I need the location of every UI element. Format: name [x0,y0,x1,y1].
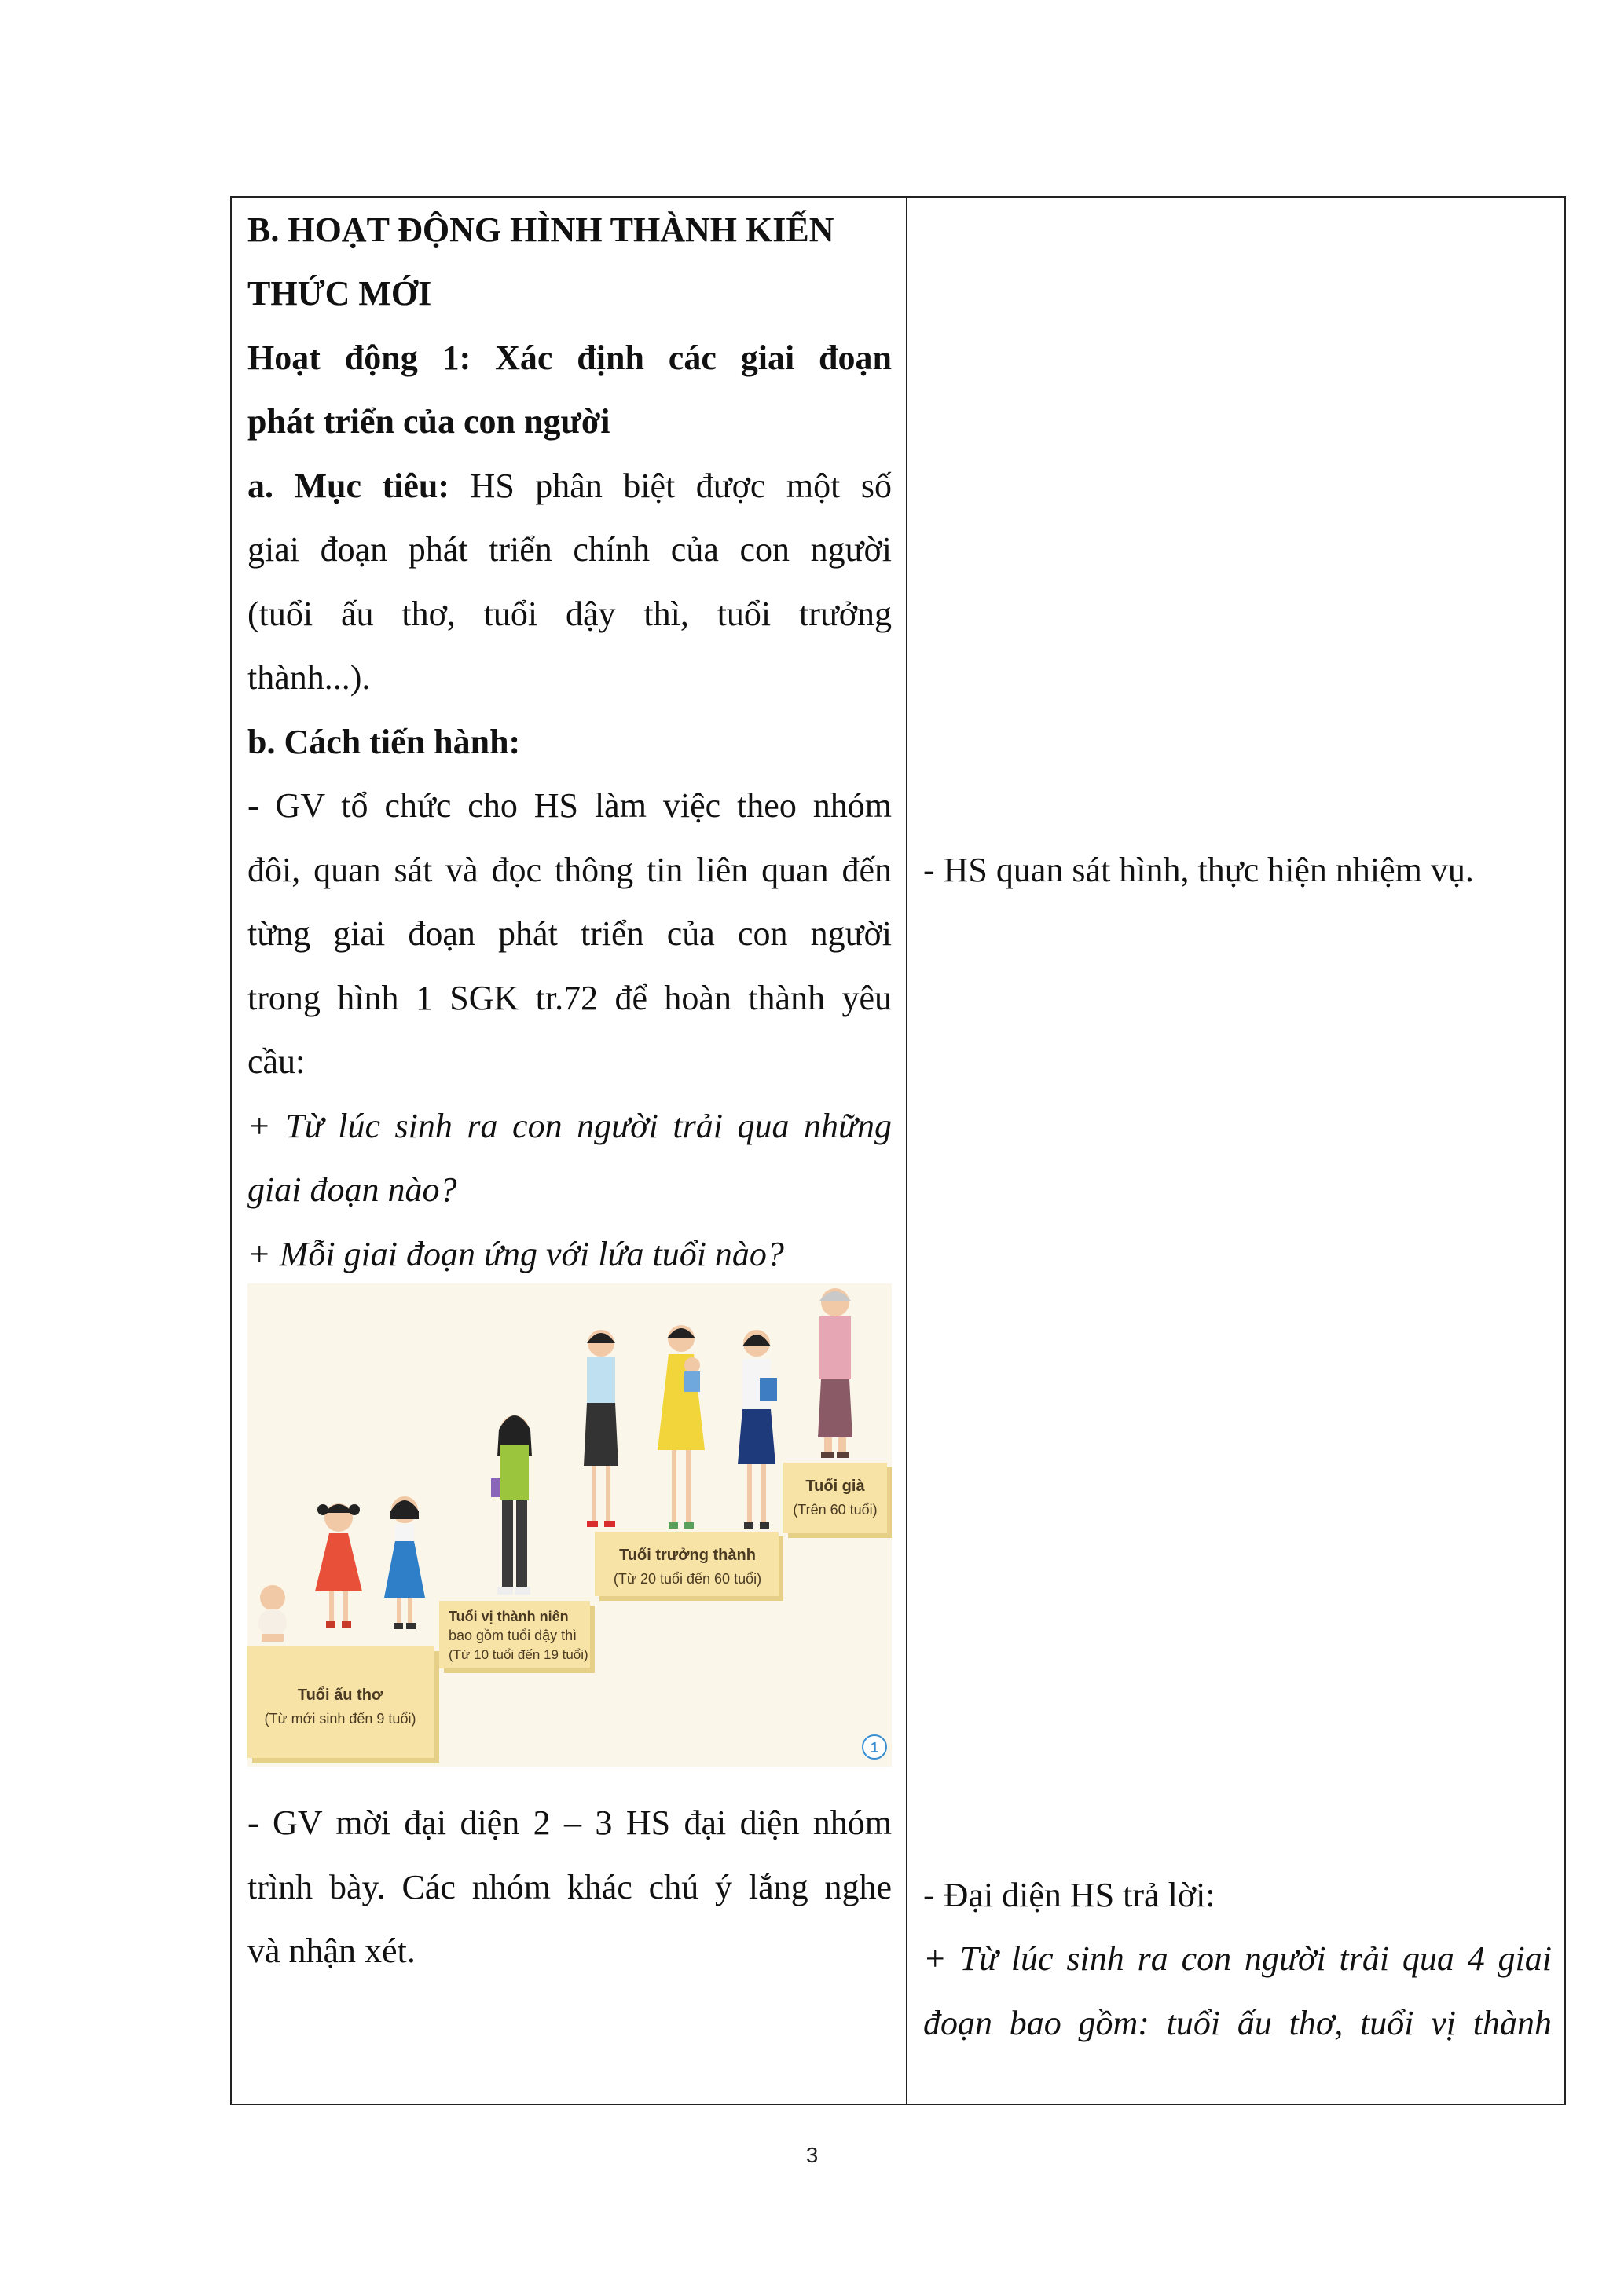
section-heading: B. HOẠT ĐỘNG HÌNH THÀNH KIẾN [247,211,834,249]
student-observe: - HS quan sát hình, thực hiện nhiệm vụ. [923,851,1474,889]
stage-1-title: Tuổi ấu thơ [297,1686,383,1704]
stage-2-range: (Từ 10 tuổi đến 19 tuổi) [449,1647,588,1662]
objective-text-2: giai đoạn phát triển chính của con người [247,530,892,569]
present-line-2: trình bày. Các nhóm khác chú ý lắng nghe [247,1868,892,1906]
step-old-age [783,1463,887,1533]
objective-line [247,454,892,518]
life-stages-figure [247,1283,892,1767]
question-1-cont: giai đoạn nào? [247,1170,457,1209]
present-line-3: và nhận xét. [247,1932,416,1970]
activity-title: Hoạt động 1: Xác định các giai đoạn [247,339,892,377]
task-line-5: cầu: [247,1042,306,1081]
stage-3-range: (Từ 20 tuổi đến 60 tuổi) [613,1571,762,1587]
column-divider [906,198,907,2104]
stage-4-range: (Trên 60 tuổi) [793,1502,878,1518]
stage-4-title: Tuổi già [805,1478,865,1495]
present-line-1: - GV mời đại diện 2 – 3 HS đại diện nhóm [247,1803,892,1842]
stage-3-title: Tuổi trưởng thành [619,1547,756,1564]
stage-2-title: Tuổi vị thành niên [449,1609,569,1624]
task-line-1: - GV tổ chức cho HS làm việc theo nhóm [247,786,892,825]
stage-1-range: (Từ mới sinh đến 9 tuổi) [264,1711,416,1727]
objective-label: a. Mục tiêu: [247,467,450,505]
objective-text-4: thành...). [247,658,371,697]
student-answer-intro: - Đại diện HS trả lời: [923,1876,1215,1914]
student-answer-1: + Từ lúc sinh ra con người trải qua 4 giai [923,1939,1552,1978]
stage-2-subtitle: bao gồm tuổi dậy thì [449,1628,577,1643]
student-answer-1-cont: đoạn bao gồm: tuổi ấu thơ, tuổi vị thành [923,2004,1552,2042]
task-line-2: đôi, quan sát và đọc thông tin liên quan đến [247,851,892,889]
activity-title-cont: phát triển của con người [247,402,610,441]
section-heading-cont: THỨC MỚI [247,274,432,313]
question-1: + Từ lúc sinh ra con người trải qua những [247,1107,892,1145]
figure-number: 1 [870,1740,879,1756]
task-line-3: từng giai đoạn phát triển của con người [247,914,892,953]
task-line-4: trong hình 1 SGK tr.72 để hoàn thành yêu [247,979,892,1017]
lesson-table [230,196,1566,2105]
question-2: + Mỗi giai đoạn ứng với lứa tuổi nào? [247,1235,784,1273]
page-number: 3 [805,2143,819,2167]
objective-text: HS phân biệt được một số [470,467,892,505]
procedure-label: b. Cách tiến hành: [247,723,521,761]
life-stages-illustration [247,1283,892,1767]
objective-text-3: (tuổi ấu thơ, tuổi dậy thì, tuổi trưởng [247,595,892,633]
